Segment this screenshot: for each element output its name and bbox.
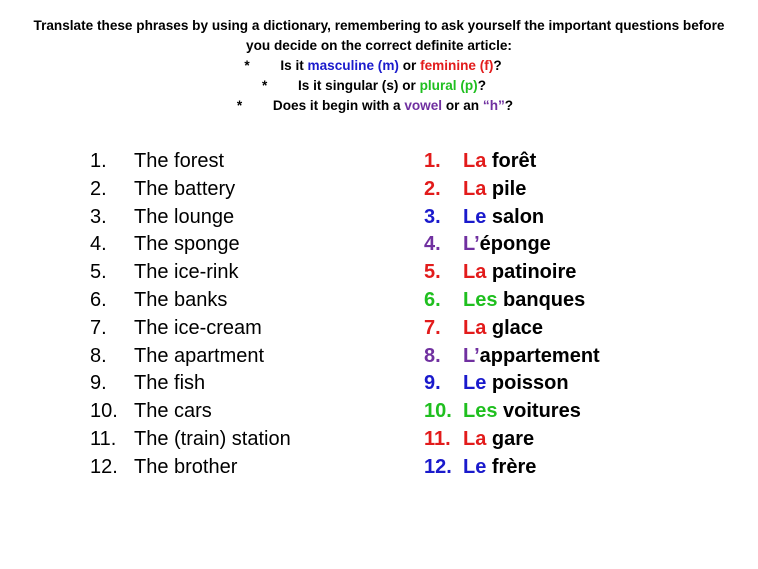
question-vowel-post: ?: [504, 98, 514, 113]
french-noun: banques: [497, 288, 586, 311]
item-number: 6.: [424, 288, 441, 311]
french-translation-item: [424, 343, 600, 371]
definite-article: Les: [463, 288, 498, 311]
english-phrase-text: The banks: [134, 288, 228, 311]
english-phrase-item: [90, 204, 291, 232]
h-label: “h”: [482, 98, 505, 113]
instruction-line-2: you decide on the correct definite article:: [246, 38, 512, 53]
french-noun: poisson: [486, 372, 569, 395]
french-translation-item: [424, 426, 600, 454]
item-number: 3.: [90, 205, 107, 228]
french-translation-item: [424, 370, 600, 398]
french-translation-item: [424, 204, 600, 232]
definite-article: L’: [463, 344, 480, 367]
item-number: 9.: [90, 372, 107, 395]
vowel-label: vowel: [404, 98, 443, 113]
item-number: 2.: [90, 177, 107, 200]
question-number-pre: Is it singular (s) or: [297, 78, 420, 93]
bullet-star: *: [236, 98, 243, 113]
question-gender-post: ?: [493, 58, 502, 73]
definite-article: Le: [463, 372, 487, 395]
item-number: 5.: [424, 261, 441, 284]
english-phrase-text: The lounge: [134, 205, 235, 228]
item-number: 11.: [424, 427, 451, 450]
english-phrase-text: The ice-rink: [134, 261, 239, 284]
english-phrase-item: [90, 148, 291, 176]
english-phrase-text: The sponge: [134, 233, 240, 256]
question-number: [0, 76, 758, 96]
item-number: 4.: [424, 233, 441, 256]
question-vowel: [0, 96, 758, 116]
definite-article: La: [463, 316, 487, 339]
item-number: 5.: [90, 261, 107, 284]
french-translation-item: [424, 454, 600, 482]
item-number: 3.: [424, 205, 441, 228]
plural-label: plural (p): [419, 78, 478, 93]
french-translation-item: [424, 231, 600, 259]
french-noun: éponge: [479, 233, 551, 256]
definite-article: La: [463, 177, 487, 200]
french-translation-item: [424, 259, 600, 287]
question-gender-mid: or: [398, 58, 421, 73]
english-phrase-text: The battery: [134, 177, 236, 200]
french-noun: voitures: [497, 400, 581, 423]
bullet-star: *: [261, 78, 268, 93]
item-number: 11.: [90, 427, 117, 450]
french-translation-item: [424, 176, 600, 204]
english-phrase-text: The apartment: [134, 344, 265, 367]
english-phrase-item: [90, 426, 291, 454]
french-translation-list: [424, 148, 600, 482]
item-number: 9.: [424, 372, 441, 395]
english-phrase-item: [90, 454, 291, 482]
french-noun: salon: [486, 205, 545, 228]
english-phrase-text: The forest: [134, 150, 225, 172]
english-phrase-item: [90, 259, 291, 287]
question-number-post: ?: [477, 78, 487, 93]
instructions: [0, 16, 758, 116]
french-noun: glace: [486, 316, 544, 339]
french-translation-item: [424, 398, 600, 426]
english-phrase-item: [90, 398, 291, 426]
item-number: 12.: [424, 455, 452, 478]
question-gender-pre: Is it: [280, 58, 308, 73]
item-number: 2.: [424, 177, 441, 200]
english-phrase-text: The fish: [134, 372, 206, 395]
item-number: 10.: [424, 400, 452, 423]
definite-article: Les: [463, 400, 498, 423]
question-gender: [0, 56, 758, 76]
english-phrase-text: The brother: [134, 455, 238, 478]
english-phrase-item: [90, 231, 291, 259]
bullet-star: *: [244, 58, 250, 73]
english-phrase-item: [90, 287, 291, 315]
french-translation-item: [424, 287, 600, 315]
item-number: 10.: [90, 400, 118, 423]
definite-article: La: [463, 150, 487, 172]
french-translation-item: [424, 315, 600, 343]
french-noun: forêt: [486, 150, 537, 172]
french-noun: frère: [486, 455, 537, 478]
english-phrase-item: [90, 343, 291, 371]
french-translation-item: [424, 148, 600, 176]
definite-article: Le: [463, 205, 487, 228]
english-phrase-item: [90, 370, 291, 398]
item-number: 6.: [90, 288, 107, 311]
item-number: 8.: [90, 344, 107, 367]
english-phrase-item: [90, 315, 291, 343]
item-number: 7.: [90, 316, 107, 339]
instruction-line-1: Translate these phrases by using a dictionary, remembering to ask yourself the important questions before: [33, 18, 725, 33]
item-number: 7.: [424, 316, 441, 339]
item-number: 8.: [424, 344, 441, 367]
definite-article: La: [463, 261, 487, 284]
english-phrase-item: [90, 176, 291, 204]
item-number: 4.: [90, 233, 107, 256]
french-noun: gare: [486, 427, 535, 450]
question-vowel-mid: or an: [442, 98, 483, 113]
masculine-label: masculine (m): [307, 58, 399, 73]
english-phrase-text: The ice-cream: [134, 316, 262, 339]
definite-article: La: [463, 427, 487, 450]
definite-article: Le: [463, 455, 487, 478]
feminine-label: feminine (f): [420, 58, 494, 73]
french-noun: pile: [486, 177, 527, 200]
english-phrase-text: The cars: [134, 400, 212, 423]
question-vowel-pre: Does it begin with a: [272, 98, 405, 113]
french-noun: appartement: [479, 344, 600, 367]
definite-article: L’: [463, 233, 480, 256]
item-number: 1.: [90, 150, 107, 172]
item-number: 12.: [90, 455, 118, 478]
french-noun: patinoire: [486, 261, 577, 284]
english-phrase-text: The (train) station: [134, 427, 291, 450]
english-phrase-list: [90, 148, 291, 482]
item-number: 1.: [424, 150, 441, 172]
